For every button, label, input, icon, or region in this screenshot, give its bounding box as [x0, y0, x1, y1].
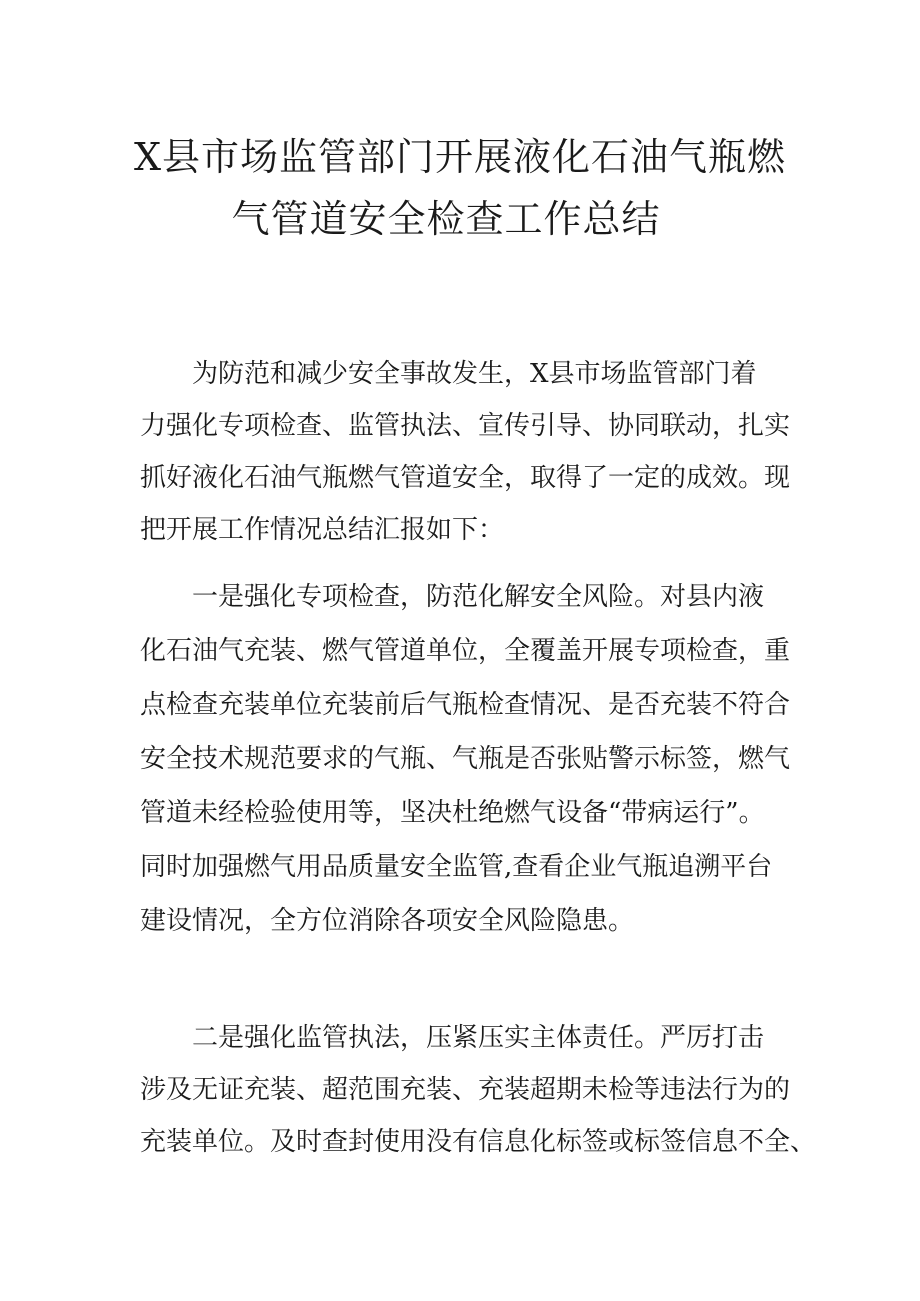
paragraph-line: 力强化专项检查、监管执法、宣传引导、协同联动，扎实	[140, 411, 791, 441]
paragraph-line: 充装单位。及时查封使用没有信息化标签或标签信息不全、	[140, 1127, 817, 1157]
paragraph-line: 建设情况，全方位消除各项安全风险隐患。	[140, 906, 635, 936]
paragraph-line: 为防范和减少安全事故发生，X县市场监管部门着	[192, 359, 757, 389]
paragraph-line: 点检查充装单位充装前后气瓶检查情况、是否充装不符合	[140, 690, 791, 720]
paragraph-line: 安全技术规范要求的气瓶、气瓶是否张贴警示标签，燃气	[140, 744, 791, 774]
paragraph-line: 一是强化专项检查，防范化解安全风险。对县内液	[192, 582, 765, 612]
paragraph-line: 管道未经检验使用等，坚决杜绝燃气设备“带病运行”。	[140, 798, 765, 828]
paragraph-line: 抓好液化石油气瓶燃气管道安全，取得了一定的成效。现	[140, 463, 791, 493]
paragraph-item-2	[140, 1012, 817, 1168]
paragraph-line: 化石油气充装、燃气管道单位，全覆盖开展专项检查，重	[140, 636, 791, 666]
paragraph-line: 涉及无证充装、超范围充装、充装超期未检等违法行为的	[140, 1075, 791, 1105]
paragraph-line: 二是强化监管执法，压紧压实主体责任。严厉打击	[192, 1023, 765, 1053]
paragraph-item-1	[140, 570, 800, 948]
paragraph-intro	[140, 348, 800, 556]
paragraph-line: 把开展工作情况总结汇报如下：	[140, 515, 505, 545]
document-title-line-2: 气管道安全检查工作总结	[231, 197, 661, 241]
document-title-line-1: X县市场监管部门开展液化石油气瓶燃	[133, 135, 787, 179]
paragraph-line: 同时加强燃气用品质量安全监管,查看企业气瓶追溯平台	[140, 852, 773, 882]
